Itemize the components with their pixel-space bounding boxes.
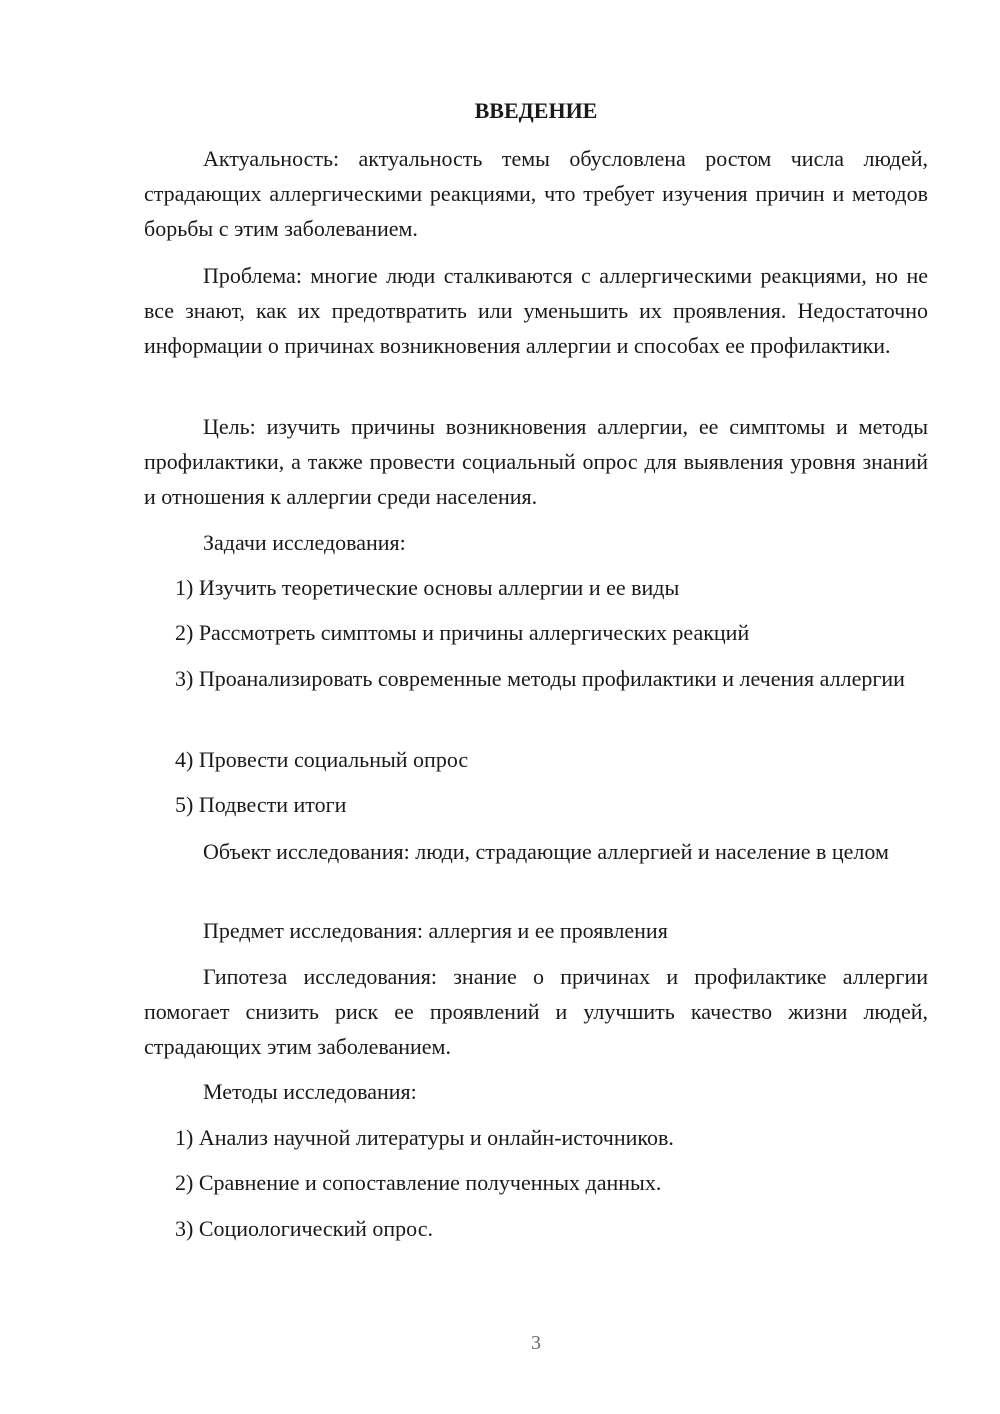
task-item-5: 5) Подвести итоги bbox=[175, 792, 347, 817]
object-paragraph: Объект исследования: люди, страдающие аллергией и население в целом bbox=[203, 839, 889, 864]
problem-paragraph: Проблема: многие люди сталкиваются с аллергическими реакциями, но не все знают, как их предотвратить или уменьшить их проявления. Недостаточно информации о причинах возникновения аллергии и способах ее профилактики. bbox=[144, 263, 928, 358]
page-number: 3 bbox=[531, 1332, 541, 1354]
task-item-1: 1) Изучить теоретические основы аллергии и ее виды bbox=[175, 575, 680, 600]
task-item-3: 3) Проанализировать современные методы профилактики и лечения аллергии bbox=[175, 666, 905, 691]
method-item-3: 3) Социологический опрос. bbox=[175, 1216, 433, 1241]
task-item-4: 4) Провести социальный опрос bbox=[175, 747, 469, 772]
subject-paragraph: Предмет исследования: аллергия и ее проявления bbox=[203, 918, 668, 943]
page-title: ВВЕДЕНИЕ bbox=[474, 98, 598, 123]
task-item-2: 2) Рассмотреть симптомы и причины аллергических реакций bbox=[175, 620, 750, 645]
goal-paragraph: Цель: изучить причины возникновения аллергии, ее симптомы и методы профилактики, а также провести социальный опрос для выявления уровня знаний и отношения к аллергии среди населения. bbox=[144, 414, 928, 509]
method-item-2: 2) Сравнение и сопоставление полученных данных. bbox=[175, 1170, 662, 1195]
tasks-heading: Задачи исследования: bbox=[203, 530, 406, 555]
hypothesis-paragraph: Гипотеза исследования: знание о причинах и профилактике аллергии помогает снизить риск ее проявлений и улучшить качество жизни людей, страдающих этим заболеванием. bbox=[144, 964, 928, 1059]
methods-heading: Методы исследования: bbox=[203, 1079, 417, 1104]
method-item-1: 1) Анализ научной литературы и онлайн-источников. bbox=[175, 1125, 674, 1150]
relevance-paragraph: Актуальность: актуальность темы обусловлена ростом числа людей, страдающих аллергическими реакциями, что требует изучения причин и методов борьбы с этим заболеванием. bbox=[144, 146, 928, 241]
